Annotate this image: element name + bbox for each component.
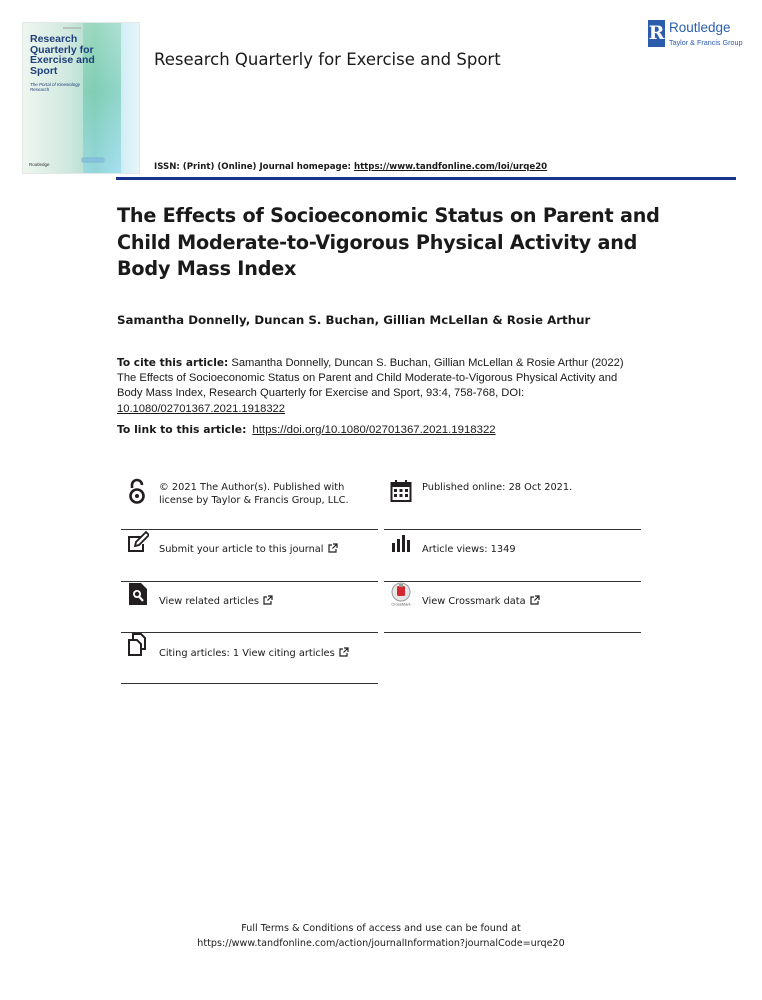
cell-divider: [384, 632, 641, 634]
external-link-icon: [339, 647, 349, 657]
citing-label: Citing articles: 1 View citing articles: [159, 648, 335, 659]
external-link-icon: [530, 595, 540, 605]
link-label: To link to this article:: [117, 423, 247, 436]
citing-articles-icon: [127, 632, 149, 658]
publisher-subtitle: Taylor & Francis Group: [669, 38, 743, 47]
views-cell: [384, 530, 641, 582]
published-cell: [384, 478, 641, 530]
search-document-icon: [127, 581, 149, 607]
cover-decoration-bar: [63, 27, 81, 29]
external-link-icon: [328, 543, 338, 553]
submit-cell[interactable]: [121, 530, 378, 582]
cite-label: To cite this article:: [117, 357, 229, 369]
cell-divider: [121, 683, 378, 685]
footer: [0, 921, 762, 951]
published-date: Published online: 28 Oct 2021.: [422, 482, 573, 493]
license-cell: [121, 478, 378, 530]
article-title: The Effects of Socioeconomic Status on Parent and Child Moderate-to-Vigorous Physical Activity and Body Mass Index: [117, 204, 660, 280]
edit-icon: [127, 530, 149, 556]
header-divider: [116, 177, 736, 180]
crossmark-cell[interactable]: [384, 581, 641, 633]
citation-block: [117, 356, 637, 417]
cover-subtitle: The Portal of Kinesiology Research: [30, 82, 81, 92]
article-authors: Samantha Donnelly, Duncan S. Buchan, Gillian McLellan & Rosie Arthur: [117, 313, 591, 327]
citing-articles-link[interactable]: [159, 647, 349, 660]
journal-cover-thumbnail: [22, 22, 140, 174]
article-doi-link[interactable]: https://doi.org/10.1080/02701367.2021.1918322: [252, 424, 496, 436]
journal-title: Research Quarterly for Exercise and Sport: [154, 50, 501, 69]
calendar-icon: [390, 478, 412, 504]
license-text: [159, 481, 349, 507]
related-label: View related articles: [159, 596, 259, 607]
license-line-2: license by Taylor & Francis Group, LLC.: [159, 495, 349, 506]
cover-publisher-mark: Routledge: [29, 162, 50, 167]
crossmark-icon: [390, 581, 412, 607]
article-views: Article views: 1349: [422, 544, 516, 555]
crossmark-label: View Crossmark data: [422, 596, 526, 607]
cite-doi-link[interactable]: 10.1080/02701367.2021.1918322: [117, 402, 285, 415]
svg-text:CrossMark: CrossMark: [391, 601, 411, 607]
issn-line: [154, 162, 547, 172]
issn-text: ISSN: (Print) (Online) Journal homepage:: [154, 162, 354, 172]
publisher-name: Routledge: [669, 20, 731, 35]
submit-label: Submit your article to this journal: [159, 544, 324, 555]
related-cell[interactable]: [121, 581, 378, 633]
cite-text: Samantha Donnelly, Duncan S. Buchan, Gillian McLellan & Rosie Arthur (2022) The Effects of Socioeconomic Status on Parent and Child Moderate-to-Vigorous Physical Activity and Body Mass Index, Research Quarterly for Exercise and Sport, 93:4, 758-768, DOI:: [117, 357, 624, 400]
cover-partner-logo: [81, 157, 105, 163]
license-line-1: © 2021 The Author(s). Published with: [159, 482, 345, 493]
related-articles-link[interactable]: [159, 595, 273, 608]
external-link-icon: [263, 595, 273, 605]
crossmark-link[interactable]: [422, 595, 540, 608]
footer-terms-line: Full Terms & Conditions of access and use can be found at: [241, 923, 521, 934]
routledge-logo-icon: R: [648, 20, 665, 47]
bar-chart-icon: [390, 530, 412, 556]
cover-title: Research Quarterly for Exercise and Sport: [30, 33, 95, 77]
footer-terms-link[interactable]: https://www.tandfonline.com/action/journalInformation?journalCode=urqe20: [197, 938, 565, 949]
open-access-icon: [127, 478, 149, 504]
citing-cell[interactable]: [121, 632, 378, 684]
submit-link[interactable]: [159, 543, 338, 556]
journal-homepage-link[interactable]: https://www.tandfonline.com/loi/urqe20: [353, 162, 548, 172]
article-link-line: [117, 423, 496, 436]
